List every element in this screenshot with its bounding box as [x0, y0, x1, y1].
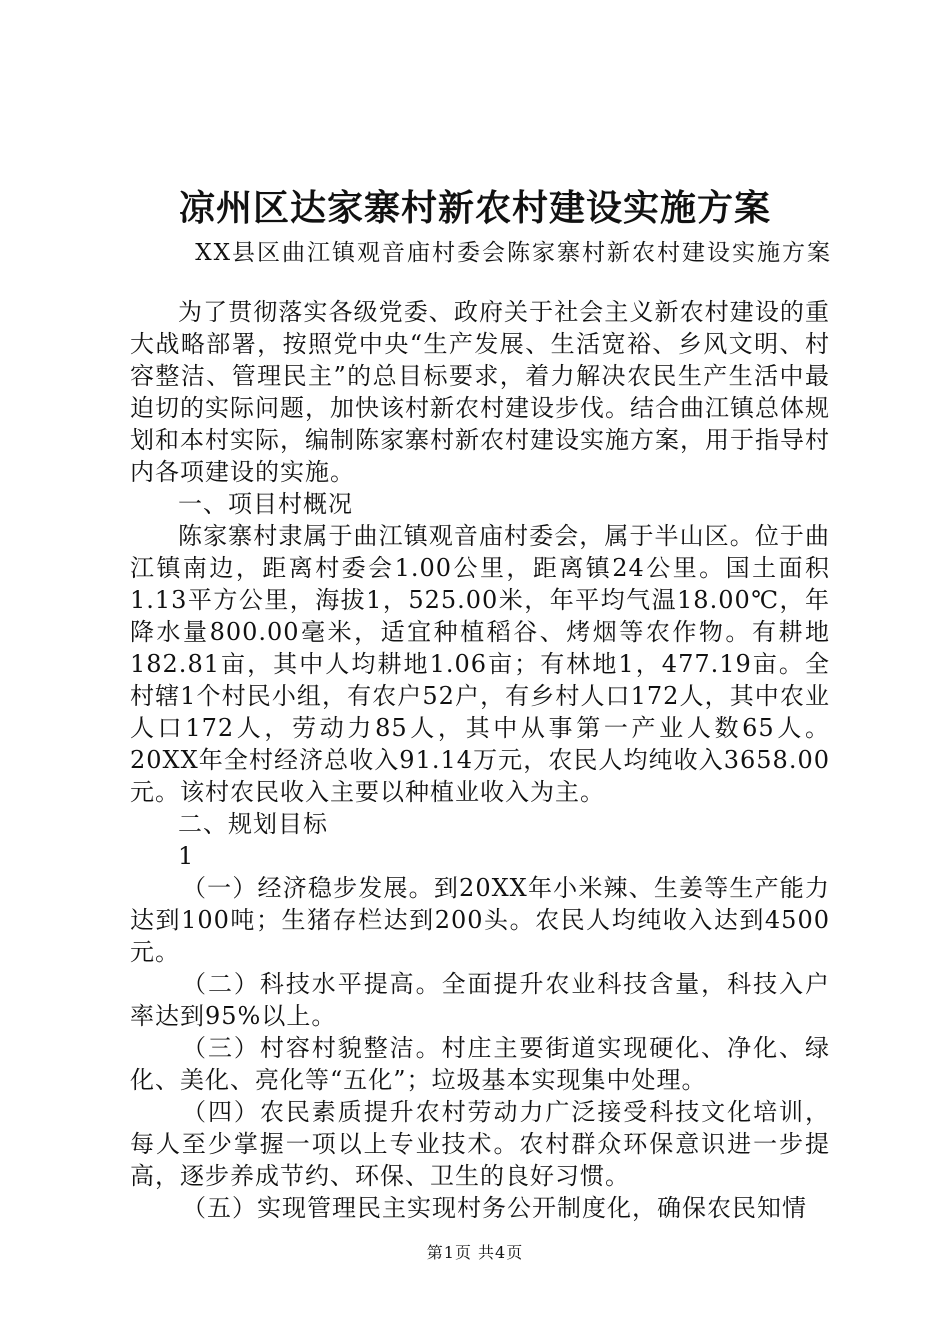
section-heading-goals: 二、规划目标 — [178, 810, 328, 838]
section-heading-overview: 一、项目村概况 — [178, 490, 353, 518]
goal-paragraph-village-appearance: （三）村容村貌整洁。村庄主要街道实现硬化、净化、绿化、美化、亮化等“五化”；垃圾基本实现集中处理。 — [130, 1034, 830, 1094]
document-title: 凉州区达家寨村新农村建设实施方案 — [178, 187, 771, 229]
goal-paragraph-democratic-management: （五）实现管理民主实现村务公开制度化，确保农民知情 — [182, 1194, 807, 1222]
goal-paragraph-farmer-quality: （四）农民素质提升农村劳动力广泛接受科技文化培训，每人至少掌握一项以上专业技术。农村群众环保意识进一步提高，逐步养成节约、环保、卫生的良好习惯。 — [130, 1098, 830, 1190]
page-footer: 第1页 共4页 — [426, 1243, 524, 1262]
goal-paragraph-technology: （二）科技水平提高。全面提升农业科技含量，科技入户率达到95%以上。 — [130, 970, 830, 1030]
inline-page-number: 1 — [178, 842, 194, 870]
overview-paragraph: 陈家寨村隶属于曲江镇观音庙村委会，属于半山区。位于曲江镇南边，距离村委会1.00公里，距离镇24公里。国土面积1.13平方公里，海拔1，525.00米，年平均气温18.00℃，年降水量800.00毫米，适宜种植稻谷、烤烟等农作物。有耕地182.81亩，其中人均耕地1.06亩；有林地1，477.19亩。全村辖1个村民小组，有农户52户，有乡村人口172人，其中农业人口172人，劳动力85人，其中从事第一产业人数65人。20XX年全村经济总收入91.14万元，农民人均纯收入3658.00元。该村农民收入主要以种植业收入为主。 — [130, 522, 830, 806]
intro-paragraph: 为了贯彻落实各级党委、政府关于社会主义新农村建设的重大战略部署，按照党中央“生产发展、生活宽裕、乡风文明、村容整洁、管理民主”的总目标要求，着力解决农民生产生活中最迫切的实际问题，加快该村新农村建设步伐。结合曲江镇总体规划和本村实际，编制陈家寨村新农村建设实施方案，用于指导村内各项建设的实施。 — [130, 298, 830, 486]
document-subtitle: XX县区曲江镇观音庙村委会陈家寨村新农村建设实施方案 — [195, 240, 832, 266]
goal-paragraph-economy: （一）经济稳步发展。到20XX年小米辣、生姜等生产能力达到100吨；生猪存栏达到200头。农民人均纯收入达到4500元。 — [130, 874, 830, 966]
document-body — [130, 296, 830, 1224]
